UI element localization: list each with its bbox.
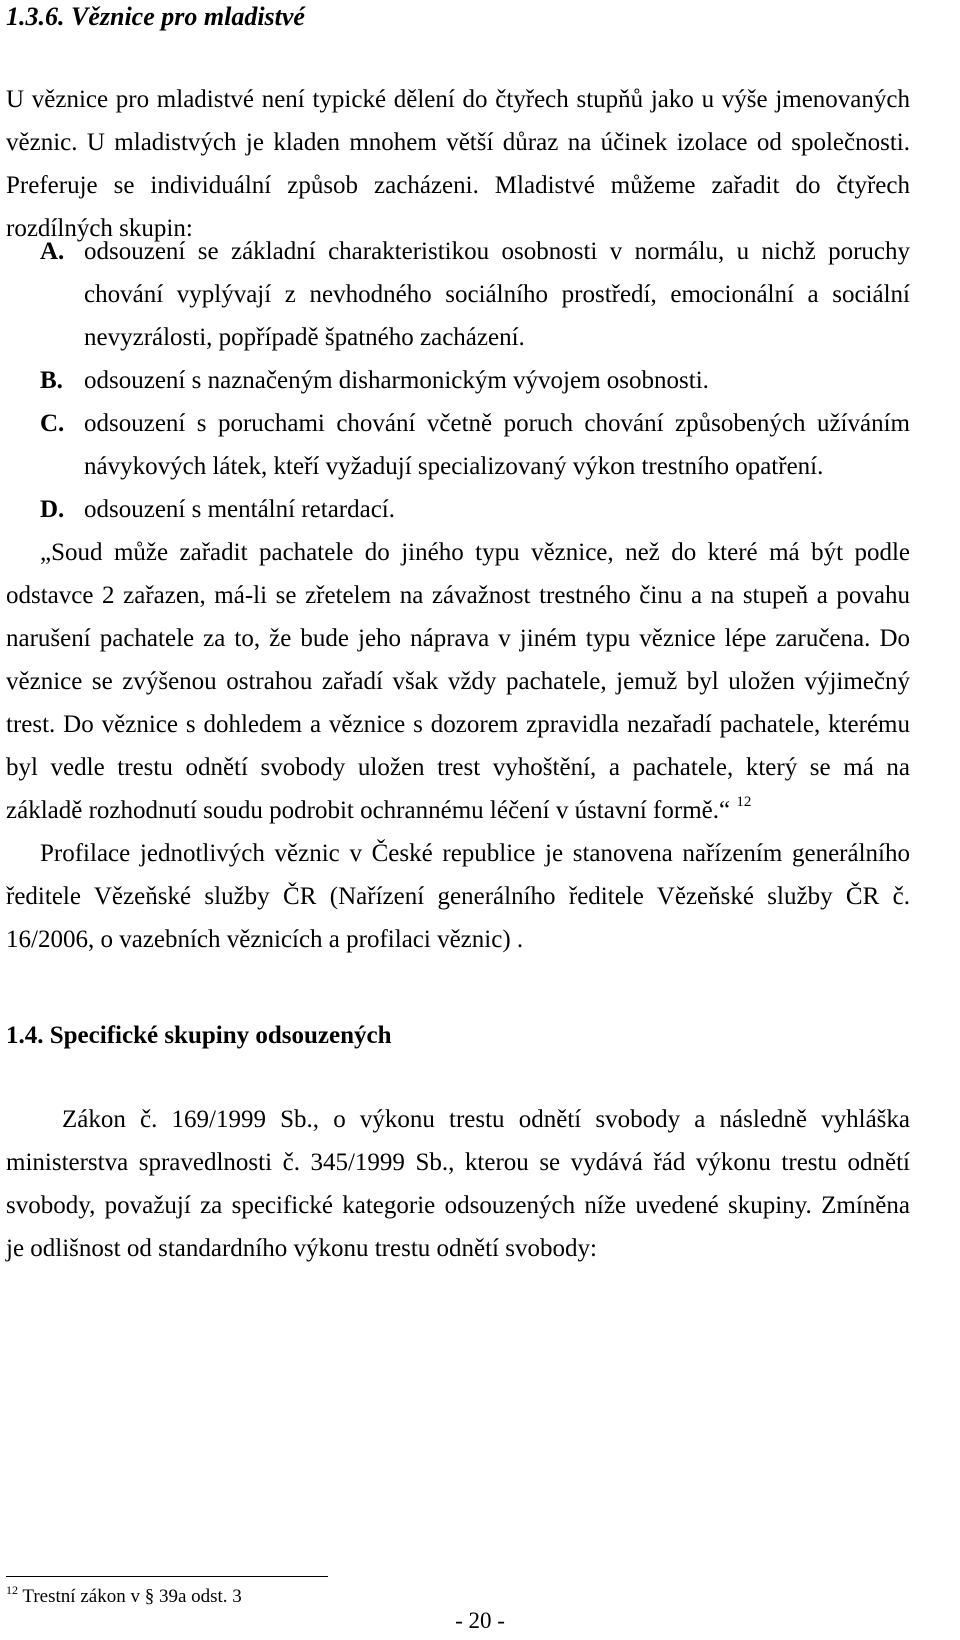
text-line: narušení pachatele za to, že bude jeho náprava v jiném typu věznice lépe zaručena. Do (6, 625, 910, 652)
text-line: základě rozhodnutí soudu podrobit ochrannému léčení v ústavní formě.“ (6, 797, 731, 824)
text-line: věznice se zvýšenou ostrahou zařadí však vždy pachatele, jemuž byl uložen výjimečný (6, 668, 910, 695)
text-line: odsouzení s mentální retardací. (84, 496, 395, 523)
text-line: odstavce 2 zařazen, má-li se zřetelem na závažnost trestného činu a na stupeň a povahu (6, 582, 910, 609)
page-number: - 20 - (455, 1608, 505, 1633)
footnote-number: 12 (6, 1583, 18, 1597)
text-line: chování vyplývají z nevhodného sociálního prostředí, emocionální a sociální (84, 281, 910, 308)
text-line: odsouzení s poruchami chování včetně poruch chování způsobených užíváním (84, 410, 910, 437)
text-line: ředitele Vězeňské služby ČR (Nařízení generálního ředitele Vězeňské služby ČR č. (6, 883, 910, 910)
section-heading: 1.3.6. Věznice pro mladistvé (6, 2, 305, 31)
list-marker: B. (40, 367, 63, 394)
text-line: trest. Do věznice s dohledem a věznice s dozorem zpravidla nezařadí pachatele, kterému (6, 711, 910, 738)
text-line: Preferuje se individuální způsob zacházeni. Mladistvé můžeme zařadit do čtyřech (6, 172, 910, 199)
footnote-divider (6, 1576, 328, 1577)
text-line: je odlišnost od standardního výkonu trestu odnětí svobody: (6, 1235, 597, 1262)
footnote-reference[interactable]: 12 (736, 794, 752, 810)
subheading: 1.4. Specifické skupiny odsouzených (6, 1022, 392, 1049)
list-marker: C. (40, 410, 65, 437)
text-line: ministerstva spravedlnosti č. 345/1999 Sb., kterou se vydává řád výkonu trestu odnětí (6, 1149, 910, 1176)
text-line: návykových látek, kteří vyžadují specializovaný výkon trestního opatření. (84, 453, 824, 480)
text-line: Profilace jednotlivých věznic v České republice je stanovena nařízením generálního (40, 840, 910, 867)
text-line: nevyzrálosti, popřípadě špatného zacházení. (84, 324, 525, 351)
text-line: odsouzení s naznačeným disharmonickým vývojem osobnosti. (84, 367, 709, 394)
text-line: svobody, považují za specifické kategorie odsouzených níže uvedené skupiny. Zmíněna (6, 1192, 910, 1219)
text-line: byl vedle trestu odnětí svobody uložen trest vyhoštění, a pachatele, který se má na (6, 754, 910, 781)
text-line-with-footnote (6, 794, 752, 825)
text-line: 16/2006, o vazebních věznicích a profilaci věznic) . (6, 926, 524, 953)
text-line: věznic. U mladistvých je kladen mnohem větší důraz na účinek izolace od společnosti. (6, 129, 910, 156)
footnote-text: Trestní zákon v § 39a odst. 3 (22, 1586, 242, 1607)
text-line: odsouzení se základní charakteristikou osobnosti v normálu, u nichž poruchy (84, 238, 910, 265)
list-marker: A. (40, 238, 65, 265)
text-line: rozdílných skupin: (6, 215, 193, 242)
text-line: Zákon č. 169/1999 Sb., o výkonu trestu odnětí svobody a následně vyhláška (62, 1106, 910, 1133)
text-line: „Soud může zařadit pachatele do jiného typu věznice, než do které má být podle (40, 539, 910, 566)
text-line: U věznice pro mladistvé není typické dělení do čtyřech stupňů jako u výše jmenovaných (6, 86, 910, 113)
footnote (6, 1583, 242, 1608)
list-marker: D. (40, 496, 65, 523)
